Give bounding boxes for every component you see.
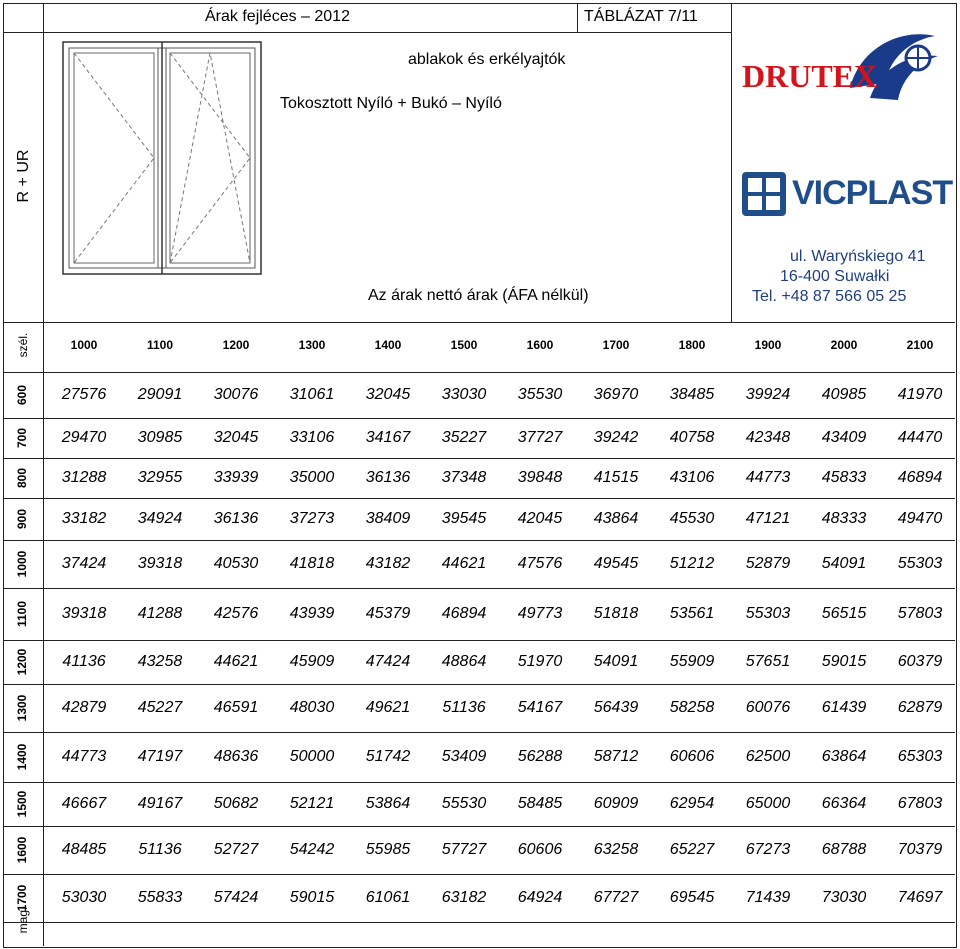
width-header-1400: 1400 <box>374 338 402 352</box>
price-cell: 50682 <box>213 795 259 812</box>
price-cell: 55833 <box>137 889 183 906</box>
width-header-1700: 1700 <box>602 338 630 352</box>
price-cell: 36136 <box>365 469 411 486</box>
width-header-1900: 1900 <box>754 338 782 352</box>
price-cell: 47121 <box>745 510 791 527</box>
price-cell: 33030 <box>441 386 487 403</box>
height-header-1600: 1600 <box>15 836 29 864</box>
price-cell: 32045 <box>213 429 259 446</box>
price-cell: 59015 <box>821 653 867 670</box>
price-cell: 37348 <box>441 469 487 486</box>
price-cell: 65000 <box>745 795 791 812</box>
price-cell: 43939 <box>289 605 335 622</box>
price-cell: 64924 <box>517 889 563 906</box>
price-cell: 58485 <box>517 795 563 812</box>
price-cell: 67803 <box>897 795 943 812</box>
price-cell: 55303 <box>897 555 943 572</box>
price-cell: 65227 <box>669 841 715 858</box>
price-cell: 53030 <box>61 889 107 906</box>
price-cell: 53561 <box>669 605 715 622</box>
price-cell: 57803 <box>897 605 943 622</box>
price-cell: 31061 <box>289 386 335 403</box>
product-title: Tokosztott Nyíló + Bukó – Nyíló <box>280 95 502 112</box>
price-cell: 58712 <box>593 748 639 765</box>
price-cell: 74697 <box>897 889 943 906</box>
price-cell: 44621 <box>441 555 487 572</box>
price-cell: 51818 <box>593 605 639 622</box>
side-label: R + UR <box>15 149 32 203</box>
price-cell: 27576 <box>61 386 107 403</box>
height-header-700: 700 <box>15 427 29 449</box>
height-header-1100: 1100 <box>15 600 29 628</box>
price-cell: 45379 <box>365 605 411 622</box>
price-cell: 33106 <box>289 429 335 446</box>
price-cell: 35227 <box>441 429 487 446</box>
price-cell: 30985 <box>137 429 183 446</box>
price-cell: 53409 <box>441 748 487 765</box>
price-cell: 55985 <box>365 841 411 858</box>
price-cell: 66364 <box>821 795 867 812</box>
price-cell: 39318 <box>61 605 107 622</box>
price-cell: 44773 <box>61 748 107 765</box>
category-title: ablakok és erkélyajtók <box>408 51 566 68</box>
height-header-1000: 1000 <box>15 550 29 578</box>
price-cell: 65303 <box>897 748 943 765</box>
price-cell: 33939 <box>213 469 259 486</box>
price-cell: 41818 <box>289 555 335 572</box>
price-cell: 73030 <box>821 889 867 906</box>
price-cell: 48333 <box>821 510 867 527</box>
price-note: Az árak nettó árak (ÁFA nélkül) <box>368 287 589 304</box>
width-header-1000: 1000 <box>70 338 98 352</box>
height-header-1400: 1400 <box>15 743 29 771</box>
drutex-logo: DRUTEX <box>740 28 940 118</box>
width-header-2000: 2000 <box>830 338 858 352</box>
price-cell: 67727 <box>593 889 639 906</box>
price-cell: 54091 <box>593 653 639 670</box>
price-cell: 36970 <box>593 386 639 403</box>
price-cell: 41515 <box>593 469 639 486</box>
price-cell: 41970 <box>897 386 943 403</box>
price-cell: 41288 <box>137 605 183 622</box>
price-cell: 43106 <box>669 469 715 486</box>
price-cell: 53864 <box>365 795 411 812</box>
width-header-1600: 1600 <box>526 338 554 352</box>
price-cell: 48636 <box>213 748 259 765</box>
price-cell: 39242 <box>593 429 639 446</box>
price-cell: 49470 <box>897 510 943 527</box>
price-cell: 45909 <box>289 653 335 670</box>
header-title: Árak fejléces – 2012 <box>205 8 350 25</box>
price-cell: 52121 <box>289 795 335 812</box>
price-cell: 33182 <box>61 510 107 527</box>
price-cell: 42576 <box>213 605 259 622</box>
price-cell: 44470 <box>897 429 943 446</box>
price-cell: 48864 <box>441 653 487 670</box>
price-cell: 40530 <box>213 555 259 572</box>
price-cell: 47576 <box>517 555 563 572</box>
price-cell: 61061 <box>365 889 411 906</box>
price-cell: 43258 <box>137 653 183 670</box>
price-cell: 51212 <box>669 555 715 572</box>
price-cell: 39318 <box>137 555 183 572</box>
table-label: TÁBLÁZAT 7/11 <box>584 8 698 25</box>
price-cell: 37424 <box>61 555 107 572</box>
price-cell: 59015 <box>289 889 335 906</box>
price-cell: 51742 <box>365 748 411 765</box>
price-cell: 44773 <box>745 469 791 486</box>
price-cell: 45227 <box>137 699 183 716</box>
price-cell: 60379 <box>897 653 943 670</box>
price-cell: 46591 <box>213 699 259 716</box>
price-cell: 56439 <box>593 699 639 716</box>
height-header-1200: 1200 <box>15 648 29 676</box>
height-header-900: 900 <box>15 508 29 530</box>
price-cell: 55909 <box>669 653 715 670</box>
price-cell: 30076 <box>213 386 259 403</box>
price-cell: 48485 <box>61 841 107 858</box>
price-cell: 35000 <box>289 469 335 486</box>
price-cell: 40985 <box>821 386 867 403</box>
price-cell: 31288 <box>61 469 107 486</box>
price-cell: 51136 <box>442 699 486 716</box>
price-cell: 47424 <box>365 653 411 670</box>
price-cell: 62500 <box>745 748 791 765</box>
price-cell: 38409 <box>365 510 411 527</box>
price-cell: 46667 <box>61 795 107 812</box>
price-cell: 54242 <box>289 841 335 858</box>
price-cell: 58258 <box>669 699 715 716</box>
price-cell: 60076 <box>745 699 791 716</box>
price-cell: 54167 <box>517 699 563 716</box>
price-cell: 54091 <box>821 555 867 572</box>
price-cell: 41136 <box>62 653 106 670</box>
price-cell: 36136 <box>213 510 259 527</box>
price-cell: 71439 <box>745 889 791 906</box>
price-cell: 39545 <box>441 510 487 527</box>
height-header-1700: 1700 <box>15 884 29 912</box>
price-cell: 34167 <box>365 429 411 446</box>
price-cell: 63258 <box>593 841 639 858</box>
address-line-1: ul. Waryńskiego 41 <box>790 248 926 265</box>
address-line-2: 16-400 Suwałki <box>780 268 890 285</box>
price-cell: 40758 <box>669 429 715 446</box>
width-header-1800: 1800 <box>678 338 706 352</box>
width-header-2100: 2100 <box>906 338 934 352</box>
price-cell: 39924 <box>745 386 791 403</box>
price-cell: 57727 <box>441 841 487 858</box>
width-header-1200: 1200 <box>222 338 250 352</box>
price-cell: 46894 <box>897 469 943 486</box>
price-cell: 47197 <box>137 748 183 765</box>
price-cell: 60606 <box>517 841 563 858</box>
price-cell: 48030 <box>289 699 335 716</box>
price-cell: 43864 <box>593 510 639 527</box>
price-cell: 49545 <box>593 555 639 572</box>
price-cell: 37727 <box>517 429 563 446</box>
price-cell: 42348 <box>745 429 791 446</box>
price-cell: 52727 <box>213 841 259 858</box>
window-drawing <box>62 41 262 275</box>
price-cell: 44621 <box>213 653 259 670</box>
price-cell: 52879 <box>745 555 791 572</box>
price-cell: 69545 <box>669 889 715 906</box>
price-cell: 62879 <box>897 699 943 716</box>
price-cell: 70379 <box>897 841 943 858</box>
height-label: mag. <box>16 906 30 934</box>
price-cell: 60606 <box>669 748 715 765</box>
price-cell: 56515 <box>821 605 867 622</box>
price-cell: 67273 <box>745 841 791 858</box>
price-cell: 32045 <box>365 386 411 403</box>
price-cell: 34924 <box>137 510 183 527</box>
price-cell: 63864 <box>821 748 867 765</box>
price-cell: 49167 <box>137 795 183 812</box>
price-cell: 68788 <box>821 841 867 858</box>
vicplast-logo: VICPLAST <box>742 172 942 218</box>
height-header-600: 600 <box>15 384 29 406</box>
height-header-1500: 1500 <box>15 790 29 818</box>
price-cell: 49621 <box>365 699 411 716</box>
price-cell: 38485 <box>669 386 715 403</box>
price-cell: 62954 <box>669 795 715 812</box>
price-cell: 39848 <box>517 469 563 486</box>
price-cell: 45833 <box>821 469 867 486</box>
height-header-1300: 1300 <box>15 694 29 722</box>
price-cell: 60909 <box>593 795 639 812</box>
price-cell: 55530 <box>441 795 487 812</box>
price-cell: 51970 <box>517 653 563 670</box>
price-cell: 35530 <box>517 386 563 403</box>
price-cell: 32955 <box>137 469 183 486</box>
width-header-1500: 1500 <box>450 338 478 352</box>
price-cell: 29470 <box>61 429 107 446</box>
height-header-800: 800 <box>15 467 29 489</box>
price-cell: 45530 <box>669 510 715 527</box>
price-cell: 42879 <box>61 699 107 716</box>
price-cell: 37273 <box>289 510 335 527</box>
price-cell: 43409 <box>821 429 867 446</box>
price-cell: 61439 <box>821 699 867 716</box>
width-header-1100: 1100 <box>146 338 174 352</box>
price-cell: 55303 <box>745 605 791 622</box>
price-cell: 51136 <box>138 841 182 858</box>
price-cell: 56288 <box>517 748 563 765</box>
price-cell: 50000 <box>289 748 335 765</box>
price-cell: 43182 <box>365 555 411 572</box>
price-cell: 57651 <box>745 653 791 670</box>
price-cell: 46894 <box>441 605 487 622</box>
phone: Tel. +48 87 566 05 25 <box>752 288 907 305</box>
price-cell: 49773 <box>517 605 563 622</box>
price-cell: 63182 <box>441 889 487 906</box>
width-header-1300: 1300 <box>298 338 326 352</box>
price-cell: 57424 <box>213 889 259 906</box>
width-label: szél. <box>16 332 30 358</box>
price-cell: 42045 <box>517 510 563 527</box>
price-cell: 29091 <box>137 386 183 403</box>
